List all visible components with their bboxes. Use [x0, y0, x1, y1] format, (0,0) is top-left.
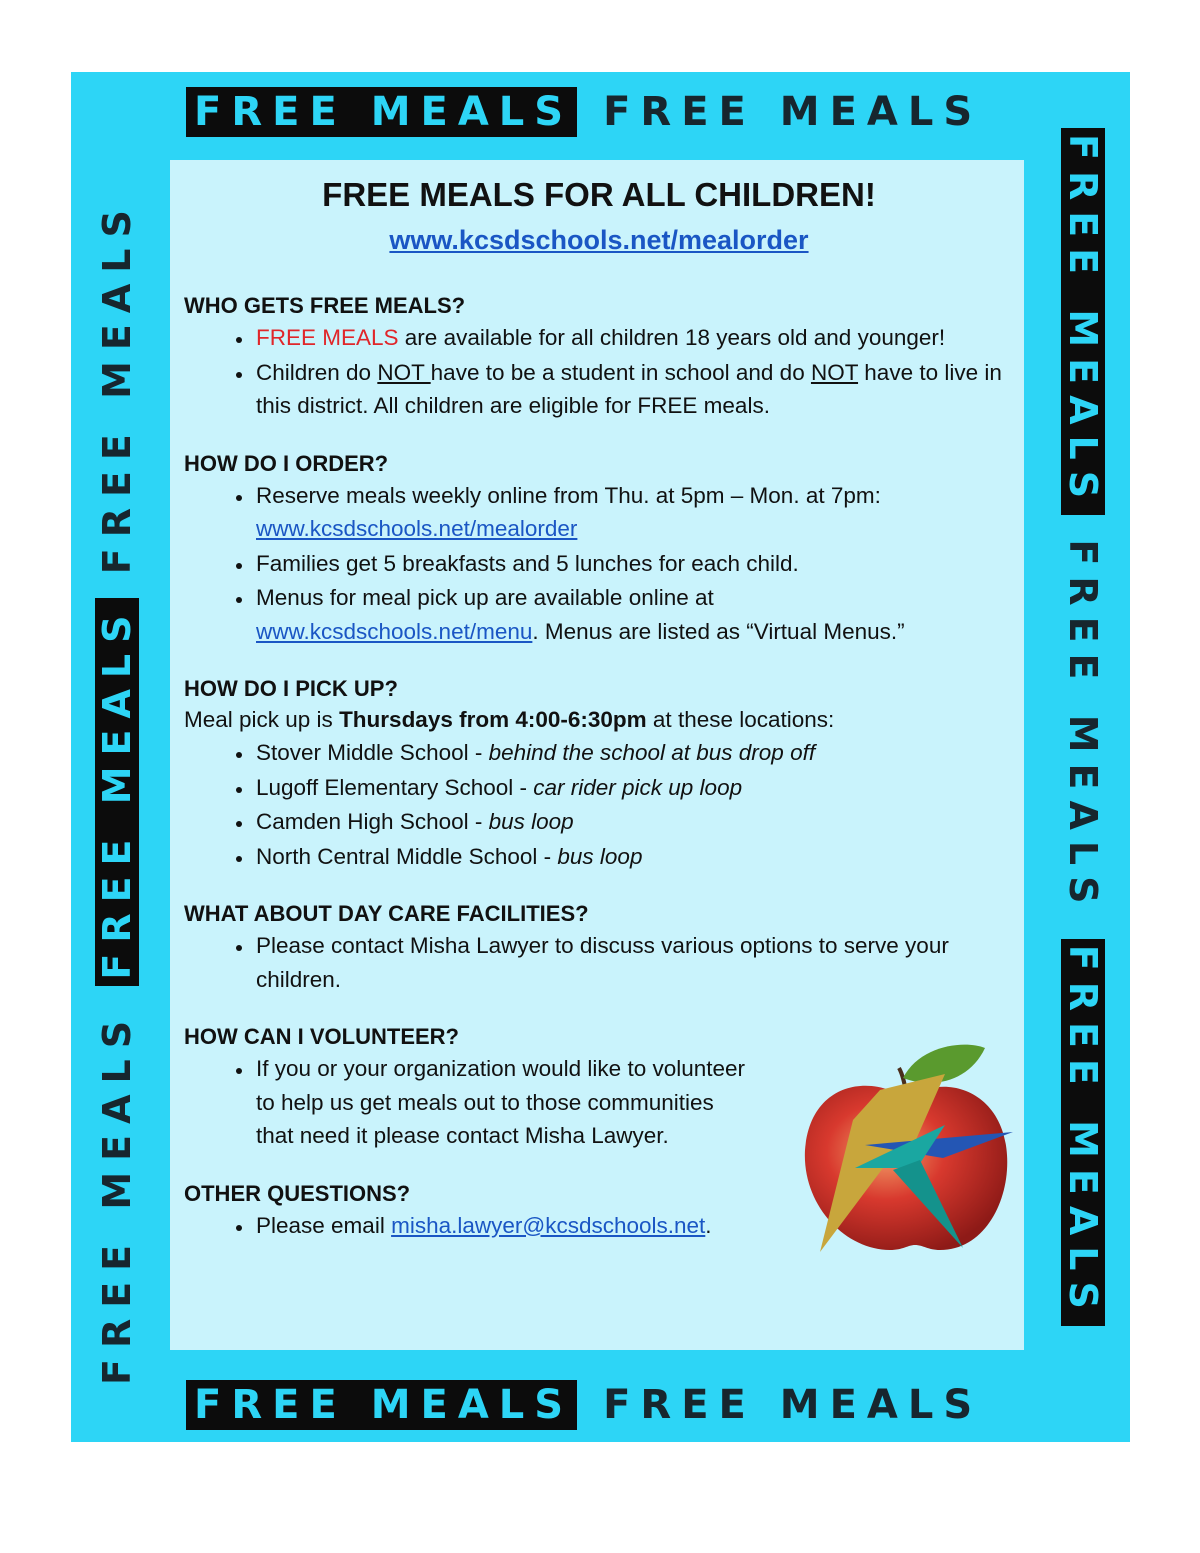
location-item: • Stover Middle School - behind the school at bus drop off	[254, 736, 1014, 770]
list-item: • Families get 5 breakfasts and 5 lunches for each child.	[254, 547, 1014, 581]
location-item: • Lugoff Elementary School - car rider pick up loop	[254, 771, 1014, 805]
side-text-dark: FREE MEALS	[1061, 128, 1105, 515]
top-banner	[186, 89, 983, 135]
banner-dark-text: FREE MEALS	[186, 1380, 577, 1430]
side-text: FREE MEALS	[95, 1009, 139, 1385]
meal-order-link[interactable]: www.kcsdschools.net/mealorder	[389, 225, 809, 255]
right-side-banner	[1061, 128, 1105, 1326]
list-item: • Please email misha.lawyer@kcsdschools.net.	[254, 1209, 1014, 1243]
not-emphasis: NOT	[810, 359, 859, 385]
page-title: FREE MEALS FOR ALL CHILDREN!	[322, 176, 876, 213]
apple-logo-icon	[795, 1040, 1020, 1265]
contact-email-link[interactable]: misha.lawyer@kcsdschools.net	[391, 1212, 706, 1238]
daycare-section	[184, 899, 1014, 996]
side-text: FREE MEALS	[95, 199, 139, 575]
side-text: FREE MEALS	[1061, 539, 1105, 915]
banner-dark-text: FREE MEALS	[186, 87, 577, 137]
banner-plain-text: FREE MEALS	[603, 89, 983, 135]
location-item: • North Central Middle School - bus loop	[254, 840, 1014, 874]
who-section	[184, 291, 1014, 423]
banner-plain-text: FREE MEALS	[603, 1382, 983, 1428]
location-item: • Camden High School - bus loop	[254, 805, 1014, 839]
side-text-dark: FREE MEALS	[1061, 939, 1105, 1326]
menu-link[interactable]: www.kcsdschools.net/menu	[256, 618, 533, 644]
pickup-intro: Meal pick up is Thursdays from 4:00-6:30pm at these locations:	[184, 707, 835, 732]
list-item: • Menus for meal pick up are available online at www.kcsdschools.net/menu. Menus are listed as “Virtual Menus.”	[254, 581, 1014, 648]
free-meals-highlight: FREE MEALS	[256, 325, 399, 350]
order-section	[184, 449, 1014, 649]
other-heading: OTHER QUESTIONS?	[184, 1180, 411, 1206]
left-side-banner	[95, 199, 139, 1385]
not-emphasis: NOT	[377, 359, 431, 385]
order-heading: HOW DO I ORDER?	[184, 450, 389, 476]
list-item: • Children do NOT have to be a student in school and do NOT have to live in this district. All children are eligible for FREE meals.	[254, 356, 1014, 423]
volunteer-heading: HOW CAN I VOLUNTEER?	[184, 1024, 459, 1049]
meal-order-link[interactable]: www.kcsdschools.net/mealorder	[256, 516, 578, 541]
list-item: • Reserve meals weekly online from Thu. at 5pm – Mon. at 7pm: www.kcsdschools.net/mealorder	[254, 479, 1014, 546]
list-item: • Please contact Misha Lawyer to discuss various options to serve your children.	[254, 929, 1014, 996]
pickup-heading: HOW DO I PICK UP?	[184, 676, 398, 701]
daycare-heading: WHAT ABOUT DAY CARE FACILITIES?	[184, 901, 589, 926]
who-heading: WHO GETS FREE MEALS?	[184, 293, 466, 318]
bottom-banner	[186, 1382, 983, 1428]
pickup-section	[184, 674, 1014, 873]
list-item: • If you or your organization would like to volunteer to help us get meals out to those communities that need it please contact Misha Lawyer.	[254, 1052, 756, 1153]
pickup-time: Thursdays from 4:00-6:30pm	[339, 707, 647, 732]
list-item: • FREE MEALS are available for all children 18 years old and younger!	[254, 321, 1014, 355]
side-text-dark: FREE MEALS	[95, 598, 139, 985]
